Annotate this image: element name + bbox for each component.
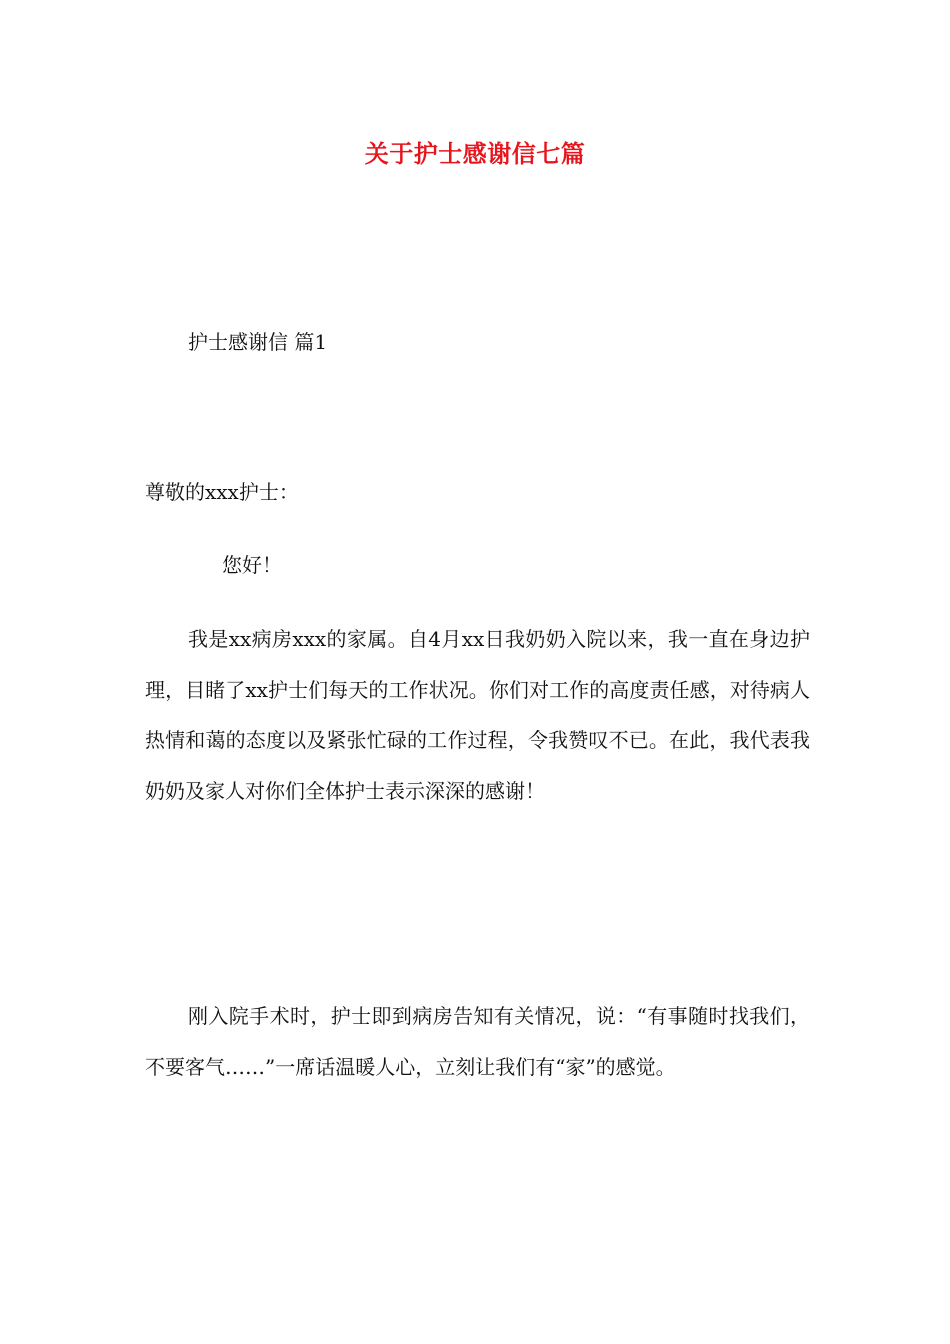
letter-paragraph-2: 刚入院手术时，护士即到病房告知有关情况，说：“有事随时找我们，不要客气……”一席话温暖人心，立刻让我们有“家”的感觉。	[145, 1004, 810, 1079]
document-title: 关于护士感谢信七篇	[364, 139, 586, 168]
letter-salutation: 尊敬的xxx护士：	[145, 480, 299, 504]
letter-greeting: 您好！	[222, 553, 282, 577]
letter-paragraph-1: 我是xx病房xxx的家属。自4月xx日我奶奶入院以来，我一直在身边护理，目睹了xx护士们每天的工作状况。你们对工作的高度责任感，对待病人热情和蔼的态度以及紧张忙碌的工作过程，令我赞叹不已。在此，我代表我奶奶及家人对你们全体护士表示深深的感谢！	[145, 627, 810, 803]
section-heading: 护士感谢信 篇1	[188, 330, 328, 354]
